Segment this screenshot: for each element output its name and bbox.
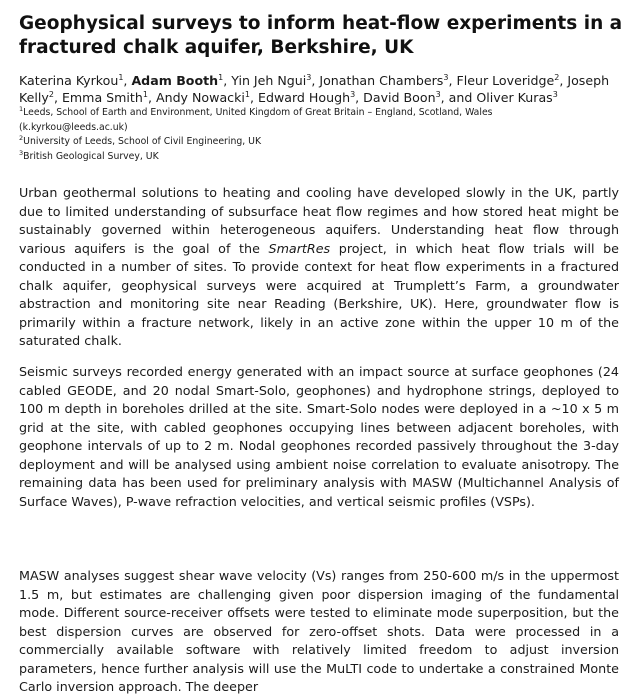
- author-affiliation-mark: 3: [306, 72, 312, 82]
- author-affiliation-mark: 3: [350, 89, 356, 99]
- author-name: Katerina Kyrkou: [19, 73, 119, 88]
- author-name: Adam Booth: [131, 73, 219, 88]
- affiliation-number: 2: [19, 133, 24, 142]
- project-name: SmartRes: [268, 240, 331, 256]
- author-name: Fleur Loveridge: [456, 73, 555, 88]
- author-separator: ,: [448, 73, 457, 88]
- author-separator: , and: [440, 90, 477, 105]
- author-separator: ,: [249, 90, 258, 105]
- author-name: Joseph Kelly: [19, 73, 610, 105]
- author-affiliation-mark: 1: [142, 89, 148, 99]
- author-affiliation-mark: 3: [435, 89, 441, 99]
- affiliation-item: [19, 121, 623, 136]
- author-separator: ,: [355, 90, 364, 105]
- author-separator: ,: [559, 73, 568, 88]
- author-name: Andy Nowacki: [155, 90, 245, 105]
- paragraph-1-text-start: Urban geothermal solutions to heating and cooling have developed slowly in the UK, partly due to limited understanding of subsurface heat flow regimes and how stored heat might be sustainably governed within heterogeneous aquifers. Understanding heat flow through various aquifers is the goal of the: [19, 185, 619, 256]
- affiliation-text: (k.kyrkou@leeds.ac.uk): [19, 121, 128, 133]
- author-affiliation-mark: 1: [218, 72, 224, 82]
- affiliation-number: 3: [19, 148, 24, 157]
- author-name: David Boon: [363, 90, 436, 105]
- author-name: Emma Smith: [61, 90, 143, 105]
- author-name: Yin Jeh Ngui: [231, 73, 307, 88]
- abstract-paragraph-1: [19, 184, 619, 351]
- affiliation-text: Leeds, School of Earth and Environment, United Kingdom of Great Britain – England, Scotland, Wales: [23, 107, 493, 118]
- author-list: [19, 72, 623, 106]
- affiliation-list: [19, 106, 623, 164]
- author-separator: ,: [147, 90, 156, 105]
- affiliation-item: [19, 135, 623, 150]
- author-separator: ,: [53, 90, 62, 105]
- author-affiliation-mark: 2: [554, 72, 560, 82]
- author-name: Oliver Kuras: [476, 90, 553, 105]
- paragraph-1-text-end: project, in which heat flow trials will be conducted in a number of sites. To provide context for heat flow experiments in a fractured chalk aquifer, geophysical surveys were acquired at Trumplett’s Farm, a groundwater abstraction and monitoring site near Reading (Berkshire, UK). Here, groundwater flow is primarily within a fracture network, likely in an active zone within the upper 10 m of the saturated chalk.: [19, 240, 619, 348]
- author-affiliation-mark: 1: [118, 72, 124, 82]
- author-affiliation-mark: 1: [244, 89, 250, 99]
- author-separator: ,: [223, 73, 232, 88]
- abstract-paragraph-3: MASW analyses suggest shear wave velocity (Vs) ranges from 250-600 m/s in the uppermost 1.5 m, but estimates are challenging given poor dispersion imaging of the fundamental mode. Different source-receiver offsets were tested to eliminate mode superposition, but the best dispersion curves are observed for zero-offset shots. Data were processed in a commercially available software with relatively limited freedom to adjust inversion parameters, hence further analysis will use the MuLTI code to undertake a constrained Monte Carlo inversion approach. The deeper: [19, 568, 619, 694]
- author-name: Edward Hough: [258, 90, 351, 105]
- author-affiliation-mark: 3: [552, 89, 558, 99]
- affiliation-item: [19, 150, 623, 165]
- author-separator: ,: [123, 73, 132, 88]
- affiliation-text: British Geological Survey, UK: [23, 150, 159, 162]
- abstract-paragraph-2: Seismic surveys recorded energy generated with an impact source at surface geophones (24 cabled GEODE, and 20 nodal Smart-Solo, geophones) and hydrophone strings, deployed to 100 m depth in boreholes drilled at the site. Smart-Solo nodes were deployed in a ~10 x 5 m grid at the site, with cabled geophones occupying lines between adjacent boreholes, with geophone intervals of up to 2 m. Nodal geophones recorded passively throughout the 3-day deployment and will be analysed using ambient noise correlation to evaluate anisotropy. The remaining data has been used for preliminary analysis with MASW (Multichannel Analysis of Surface Waves), P-wave refraction velocities, and vertical seismic profiles (VSPs).: [19, 364, 619, 509]
- affiliation-item: [19, 106, 623, 121]
- affiliation-text: University of Leeds, School of Civil Engineering, UK: [23, 136, 262, 147]
- author-affiliation-mark: 3: [443, 72, 449, 82]
- author-name: Jonathan Chambers: [319, 73, 444, 88]
- author-separator: ,: [311, 73, 320, 88]
- paper-title: Geophysical surveys to inform heat-flow experiments in a fractured chalk aquifer, Berkshire, UK: [19, 13, 623, 58]
- affiliation-number: 1: [19, 104, 24, 113]
- author-affiliation-mark: 2: [48, 89, 54, 99]
